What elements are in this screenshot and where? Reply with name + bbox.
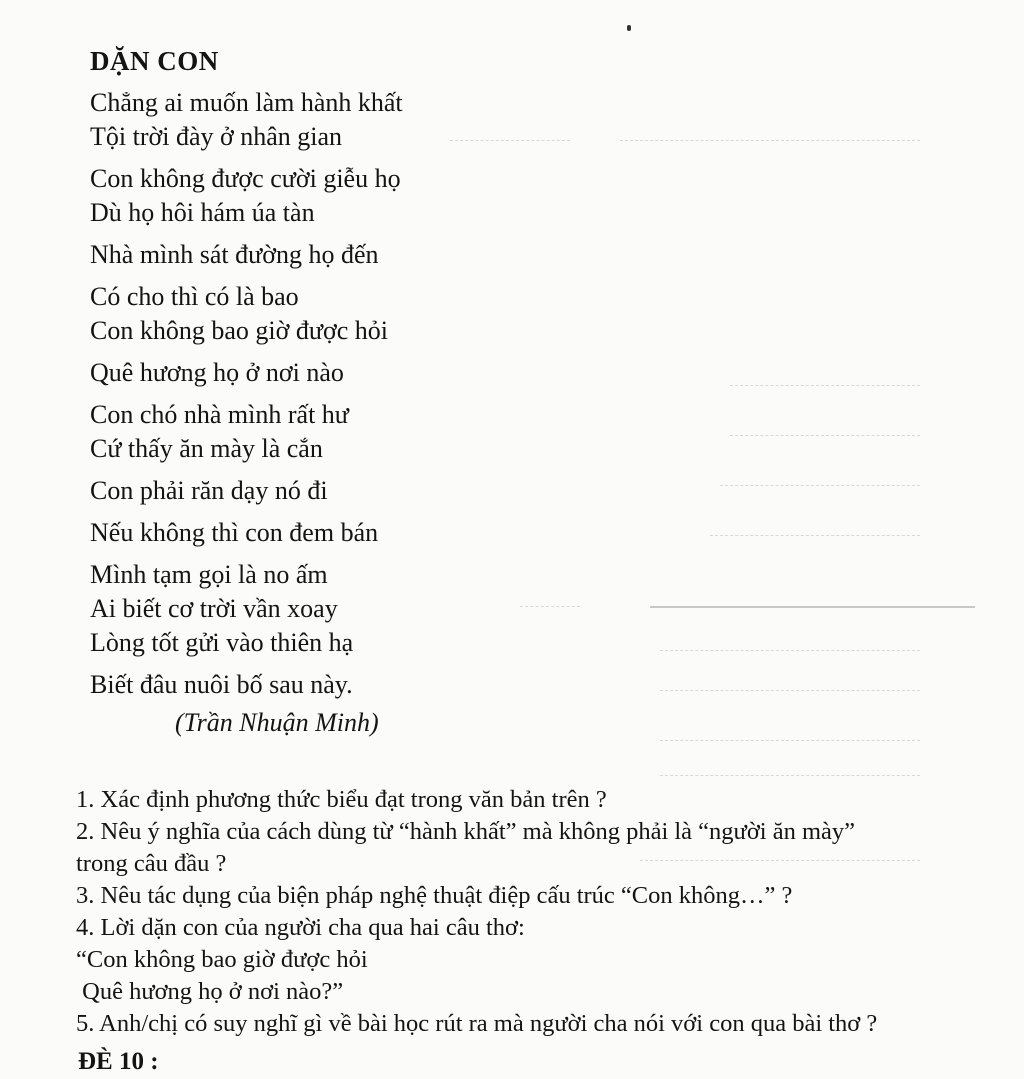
poem-line: Nhà mình sát đường họ đến — [90, 240, 379, 269]
question-line: 2. Nêu ý nghĩa của cách dùng từ “hành khất” mà không phải là “người ăn mày” — [76, 818, 856, 845]
bleed-mark — [730, 435, 920, 436]
question-list — [76, 784, 877, 1040]
poem-line: Con không được cười giễu họ — [90, 164, 401, 193]
poem-title: DẶN CON — [90, 46, 219, 76]
question-line: “Con không bao giờ được hỏi — [76, 946, 368, 973]
poem-line: Con không bao giờ được hỏi — [90, 316, 388, 345]
poem-line: Chẳng ai muốn làm hành khất — [90, 88, 403, 117]
bleed-mark — [720, 485, 920, 486]
bleed-mark — [710, 535, 920, 536]
question-line: 3. Nêu tác dụng của biện pháp nghệ thuật điệp cấu trúc “Con không…” ? — [76, 882, 793, 909]
bleed-mark — [730, 385, 920, 386]
poem-line: Mình tạm gọi là no ấm — [90, 560, 328, 589]
ink-speck — [627, 25, 631, 31]
poem-line: Cứ thấy ăn mày là cắn — [90, 434, 323, 463]
poem-line: Tội trời đày ở nhân gian — [90, 122, 343, 151]
poem-line: Biết đâu nuôi bố sau này. — [90, 670, 353, 699]
question-line: 1. Xác định phương thức biểu đạt trong văn bản trên ? — [76, 786, 607, 813]
poem-line: Con phải răn dạy nó đi — [90, 476, 328, 505]
poem-line: Có cho thì có là bao — [90, 282, 299, 311]
bleed-mark — [660, 740, 920, 741]
question-line: Quê hương họ ở nơi nào?” — [76, 978, 344, 1005]
bleed-mark — [450, 140, 570, 141]
poem-line: Ai biết cơ trời vần xoay — [90, 594, 338, 623]
bleed-mark — [660, 690, 920, 691]
question-line: 4. Lời dặn con của người cha qua hai câu thơ: — [76, 914, 525, 941]
poem-body — [90, 86, 403, 702]
next-section-heading: ĐÈ 10 : — [78, 1048, 159, 1075]
question-line: 5. Anh/chị có suy nghĩ gì về bài học rút ra mà người cha nói với con qua bài thơ ? — [76, 1010, 878, 1037]
bleed-mark — [520, 606, 580, 607]
question-line: trong câu đầu ? — [76, 850, 227, 877]
poem-line: Quê hương họ ở nơi nào — [90, 358, 344, 387]
bleed-mark — [660, 650, 920, 651]
poem-line: Dù họ hôi hám úa tàn — [90, 198, 315, 227]
bleed-mark — [660, 775, 920, 776]
bleed-mark — [620, 140, 920, 141]
poem-author: (Trần Nhuận Minh) — [175, 708, 379, 737]
poem-line: Nếu không thì con đem bán — [90, 518, 379, 547]
bleed-mark — [650, 606, 975, 608]
poem-line: Lòng tốt gửi vào thiên hạ — [90, 628, 354, 657]
poem-line: Con chó nhà mình rất hư — [90, 400, 349, 429]
